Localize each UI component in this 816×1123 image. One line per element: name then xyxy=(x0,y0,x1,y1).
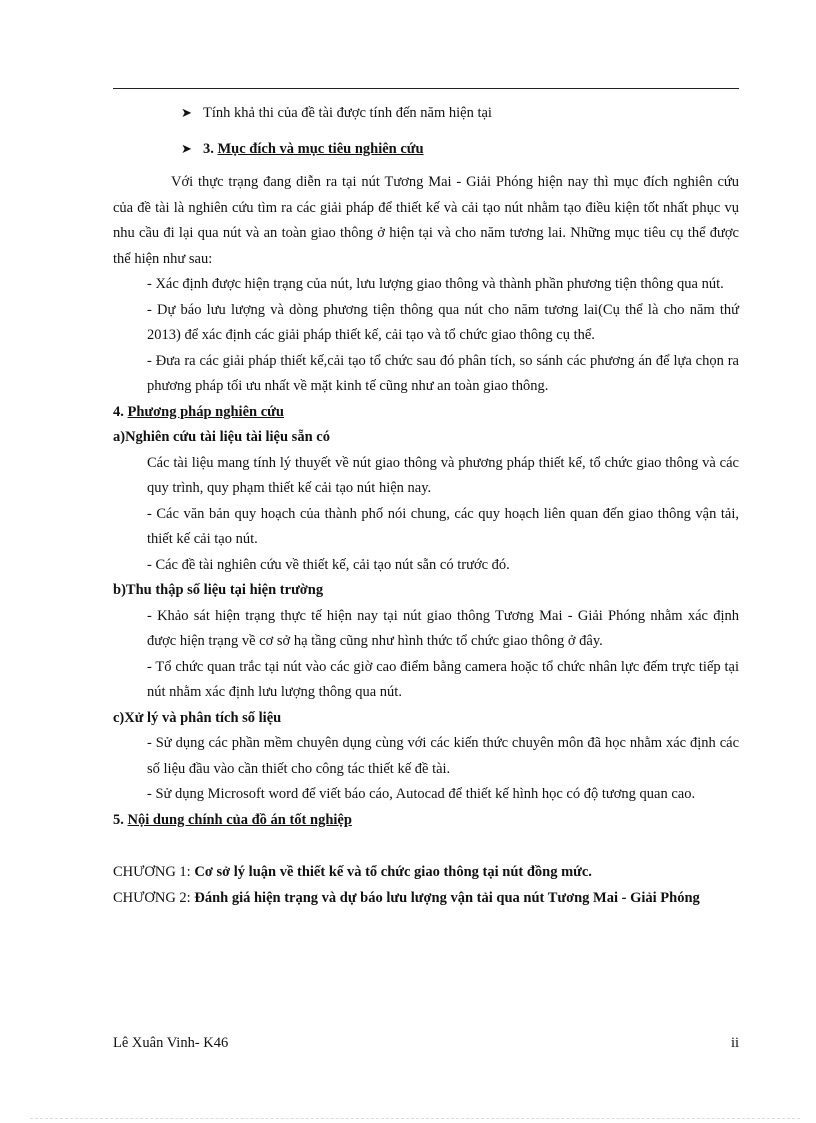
chapter-1 xyxy=(113,860,739,886)
chapter-2-title: Đánh giá hiện trạng và dự báo lưu lượng vận tải qua nút Tương Mai - Giải Phóng xyxy=(194,889,700,906)
arrow-bullet-icon: ➤ xyxy=(181,105,192,120)
list-item: - Sử dụng các phần mềm chuyên dụng cùng với các kiến thức chuyên môn đã học nhằm xác định các số liệu đầu vào cần thiết cho công tác thiết kế đề tài. xyxy=(147,735,739,777)
goal-item: - Dự báo lưu lượng và dòng phương tiện thông qua nút cho năm tương lai(Cụ thể là cho năm thứ 2013) để xác định các giải pháp thiết kế, cải tạo và tổ chức giao thông cụ thể. xyxy=(147,301,739,343)
bullet-text: Tính khả thi của đề tài được tính đến năm hiện tại xyxy=(203,105,492,121)
page-body xyxy=(113,98,739,911)
section-5-heading xyxy=(113,808,739,834)
list-item: - Tổ chức quan trắc tại nút vào các giờ cao điểm bằng camera hoặc tổ chức nhân lực đếm trực tiếp tại nút nhằm xác định lưu lượng thông qua nút. xyxy=(147,658,739,700)
header-rule xyxy=(113,88,739,89)
subsection-b-list xyxy=(113,604,739,706)
goals-list xyxy=(113,272,739,400)
list-item: Các tài liệu mang tính lý thuyết về nút giao thông và phương pháp thiết kế, tổ chức giao thông và các quy trình, quy phạm thiết kế cải tạo nút hiện nay. xyxy=(147,454,739,496)
bullet-item xyxy=(113,98,739,134)
goal-item: - Đưa ra các giải pháp thiết kế,cải tạo tổ chức sau đó phân tích, so sánh các phương án để lựa chọn ra phương pháp tối ưu nhất về mặt kinh tế cũng như an toàn giao thông. xyxy=(147,352,739,394)
page-edge xyxy=(30,1118,800,1119)
section-4-number: 4. xyxy=(113,403,124,420)
subsection-a-heading: a)Nghiên cứu tài liệu tài liệu sẵn có xyxy=(113,429,330,445)
section-3-title: Mục đích và mục tiêu nghiên cứu xyxy=(217,141,424,157)
intro-paragraph: Với thực trạng đang diễn ra tại nút Tương Mai - Giải Phóng hiện nay thì mục đích nghiên cứu của đề tài là nghiên cứu tìm ra các giải pháp để thiết kế và cải tạo nút nhằm tạo điều kiện tốt nhất phục vụ nhu cầu đi lại qua nút và an toàn giao thông ở hiện tại và cho năm tương lai. Những mục tiêu cụ thể được thể hiện như sau: xyxy=(113,174,739,267)
list-item: - Các văn bản quy hoạch của thành phố nói chung, các quy hoạch liên quan đến giao thông vận tải, thiết kế cải tạo nút. xyxy=(147,505,739,547)
section-5-number: 5. xyxy=(113,811,124,828)
page-number: ii xyxy=(730,1035,739,1051)
section-4-title: Phương pháp nghiên cứu xyxy=(127,403,284,420)
goal-item: - Xác định được hiện trạng của nút, lưu lượng giao thông và thành phần phương tiện thông qua nút. xyxy=(147,276,724,292)
section-5-title: Nội dung chính của đồ án tốt nghiệp xyxy=(127,811,352,828)
chapter-1-title: Cơ sở lý luận về thiết kế và tổ chức giao thông tại nút đồng mức. xyxy=(194,864,592,880)
arrow-bullet-icon: ➤ xyxy=(181,141,192,156)
list-item: - Các đề tài nghiên cứu về thiết kế, cải tạo nút sẵn có trước đó. xyxy=(147,556,510,573)
chapter-1-label: CHƯƠNG 1: xyxy=(113,864,191,880)
list-item: - Khảo sát hiện trạng thực tế hiện nay tại nút giao thông Tương Mai - Giải Phóng nhằm xác định được hiện trạng về cơ sở hạ tầng cũng như hình thức tổ chức giao thông ở đây. xyxy=(147,607,739,649)
footer-author: Lê Xuân Vinh- K46 xyxy=(113,1035,229,1051)
list-item: - Sử dụng Microsoft word để viết báo cáo, Autocad để thiết kế hình học có độ tương quan cao. xyxy=(147,786,696,802)
chapter-2-label: CHƯƠNG 2: xyxy=(113,889,191,906)
chapter-2 xyxy=(113,886,739,912)
section-4-heading xyxy=(113,400,739,426)
subsection-a-list xyxy=(113,451,739,579)
section-3-number: 3. xyxy=(203,141,214,157)
subsection-c-heading: c)Xử lý và phân tích số liệu xyxy=(113,709,282,726)
section-3-heading xyxy=(113,134,739,170)
subsection-b-heading: b)Thu thập số liệu tại hiện trường xyxy=(113,582,324,598)
subsection-c-list xyxy=(113,731,739,808)
